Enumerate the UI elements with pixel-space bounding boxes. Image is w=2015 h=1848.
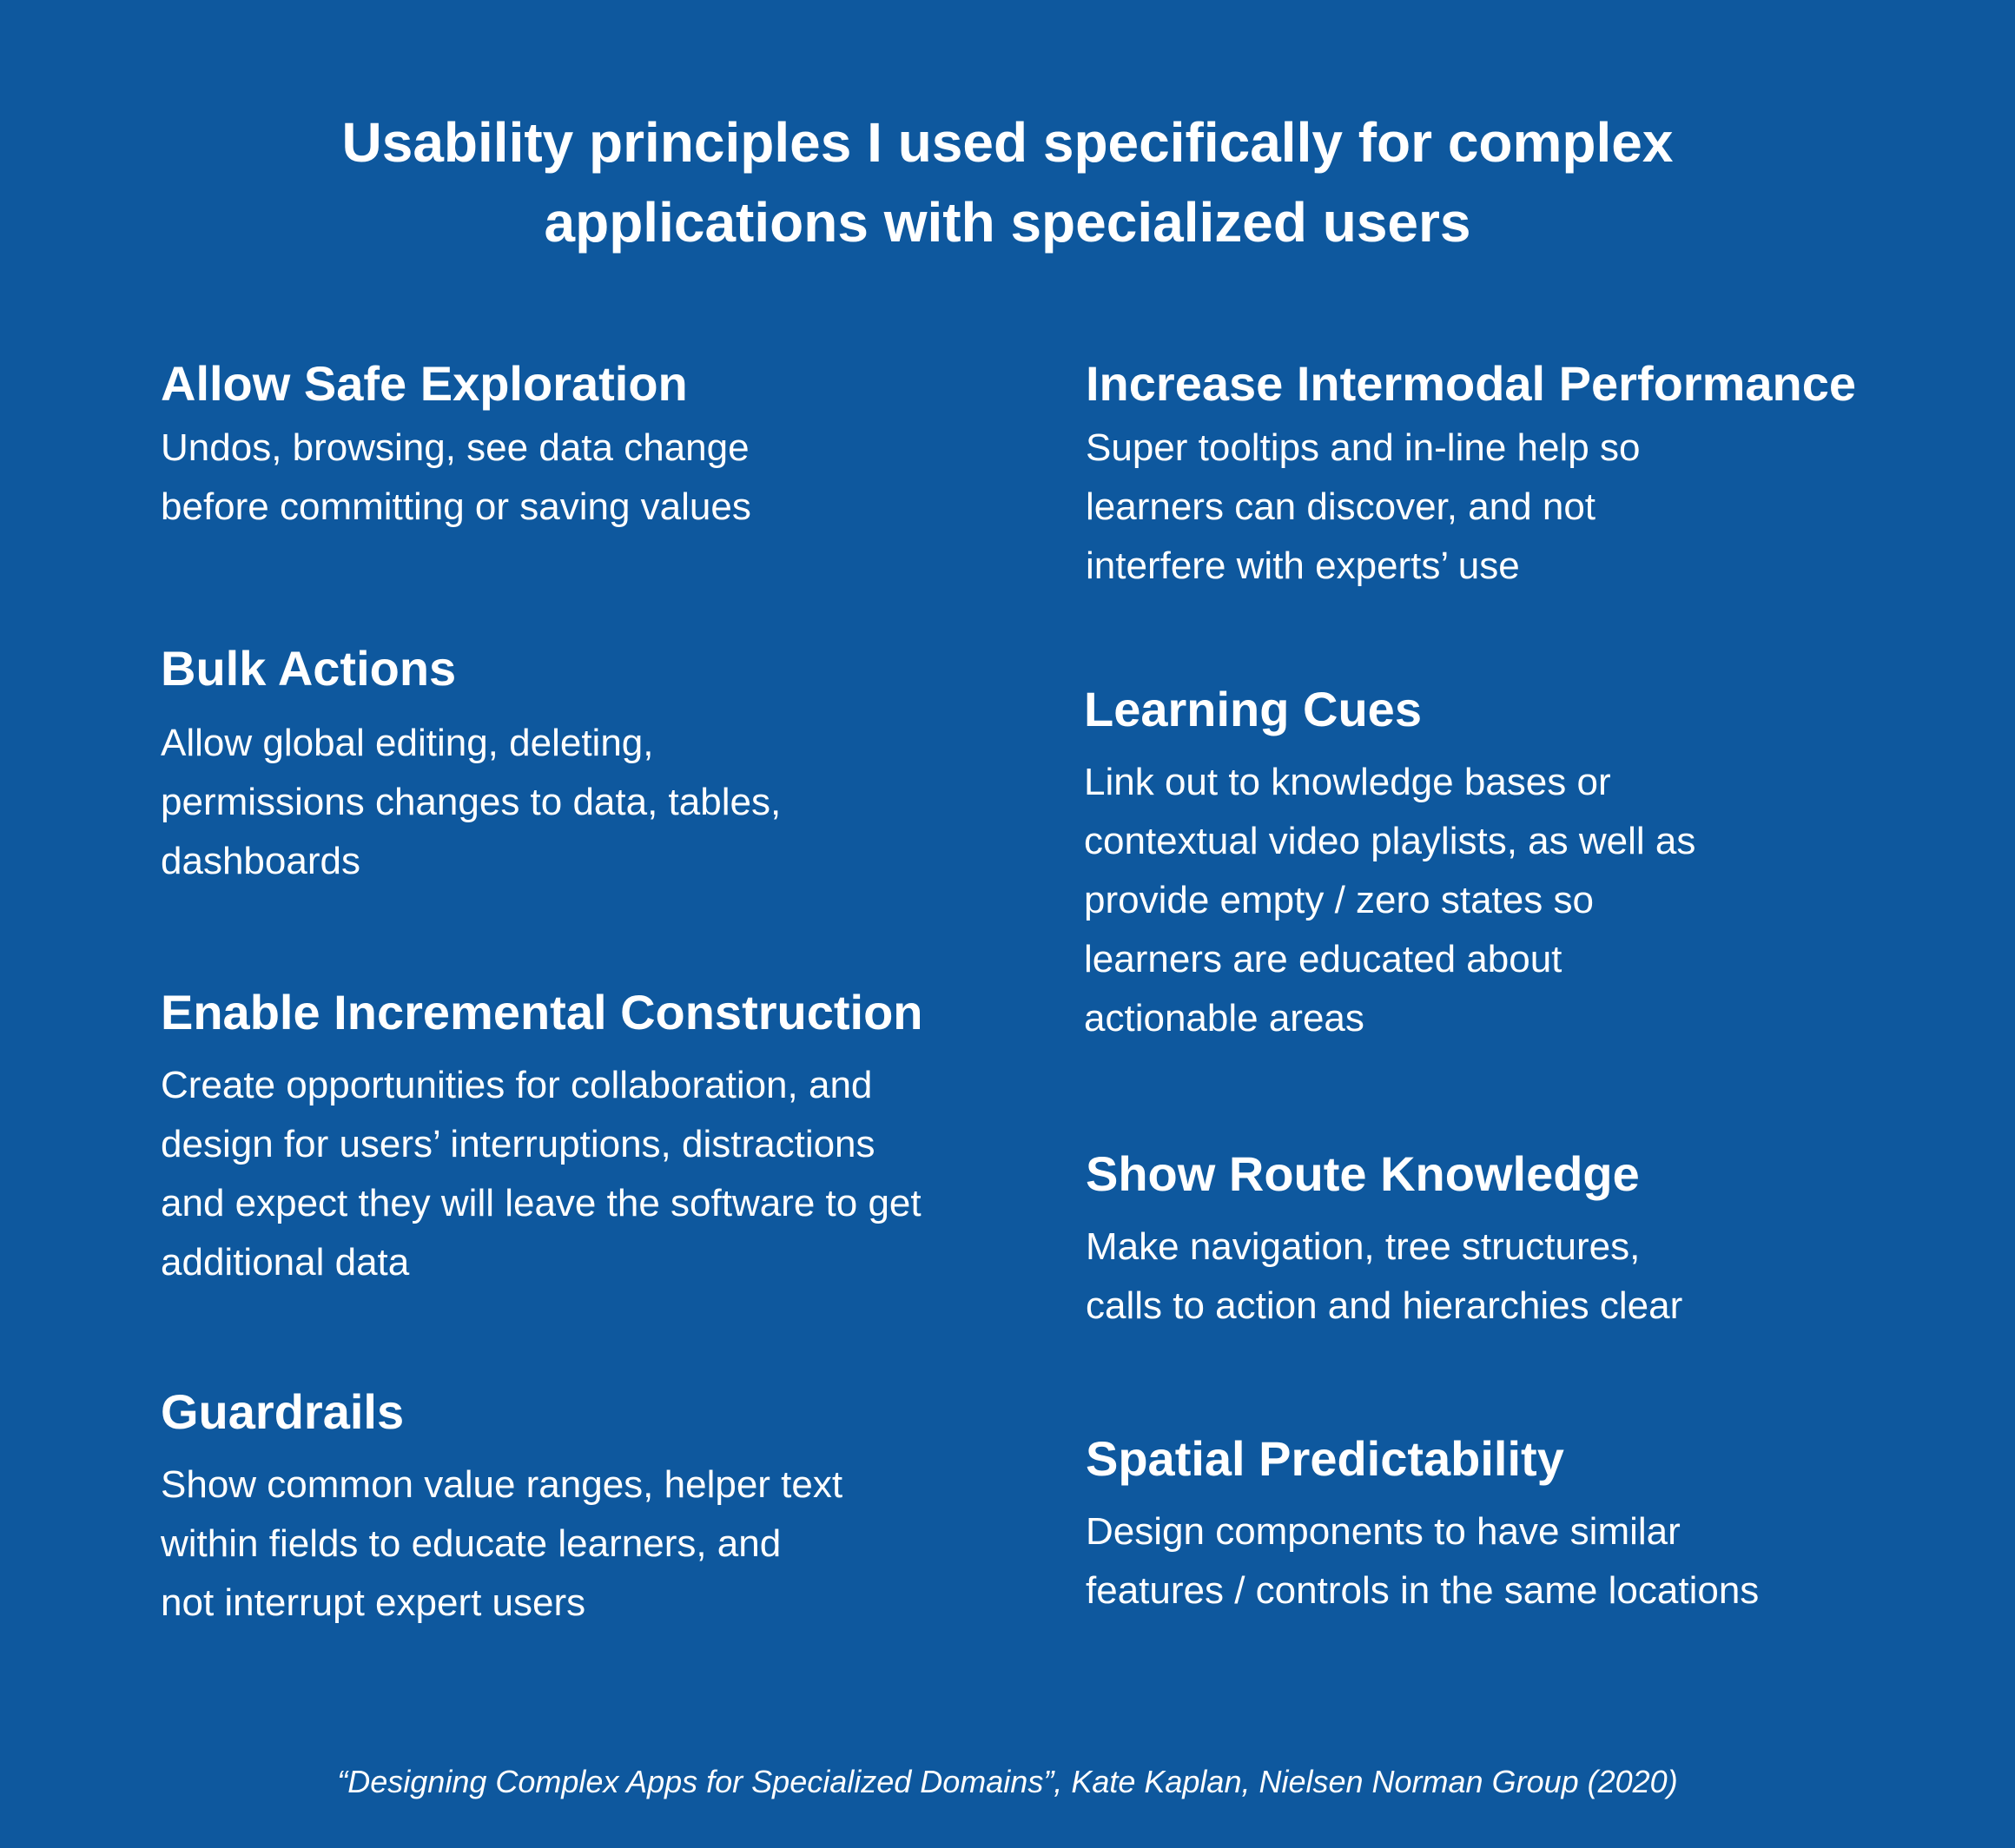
- description-line: Create opportunities for collaboration, and: [161, 1064, 873, 1106]
- principle-description: [1084, 753, 1952, 1048]
- page-title: [0, 102, 2015, 262]
- description-line: interfere with experts’ use: [1086, 544, 1520, 587]
- principle-spatial-predictability: [1086, 1431, 1954, 1620]
- description-line: calls to action and hierarchies clear: [1086, 1284, 1683, 1327]
- principle-heading: Bulk Actions: [161, 641, 457, 696]
- principle-heading: Allow Safe Exploration: [161, 356, 688, 411]
- principle-description: [1086, 1502, 1954, 1620]
- description-line: permissions changes to data, tables,: [161, 781, 782, 823]
- principle-description: [161, 1455, 1029, 1633]
- description-line: features / controls in the same locations: [1086, 1569, 1760, 1612]
- principle-heading: Guardrails: [161, 1384, 405, 1439]
- description-line: Design components to have similar: [1086, 1510, 1681, 1553]
- principle-heading: Enable Incremental Construction: [161, 985, 923, 1040]
- principle-enable-incremental-construction: [161, 985, 1029, 1292]
- principle-show-route-knowledge: [1086, 1146, 1954, 1336]
- description-line: and expect they will leave the software to get: [161, 1182, 922, 1224]
- principle-heading: Learning Cues: [1084, 682, 1422, 736]
- page-title-line-1: Usability principles I used specifically for complex: [341, 111, 1674, 174]
- description-line: provide empty / zero states so: [1084, 879, 1594, 921]
- principle-bulk-actions: [161, 641, 1029, 891]
- principle-heading: Show Route Knowledge: [1086, 1146, 1640, 1201]
- source-citation: “Designing Complex Apps for Specialized Domains”, Kate Kaplan, Nielsen Norman Group (2020): [337, 1764, 1678, 1799]
- principle-description: [161, 714, 1029, 891]
- description-line: before committing or saving values: [161, 485, 751, 528]
- principle-learning-cues: [1084, 682, 1952, 1048]
- principle-heading: Spatial Predictability: [1086, 1431, 1564, 1486]
- description-line: actionable areas: [1084, 997, 1364, 1040]
- principle-heading: Increase Intermodal Performance: [1086, 356, 1857, 411]
- description-line: Super tooltips and in-line help so: [1086, 426, 1641, 469]
- principle-allow-safe-exploration: [161, 356, 1029, 537]
- description-line: Allow global editing, deleting,: [161, 722, 654, 764]
- description-line: contextual video playlists, as well as: [1084, 820, 1696, 862]
- description-line: learners can discover, and not: [1086, 485, 1596, 528]
- description-line: within fields to educate learners, and: [161, 1522, 782, 1565]
- description-line: Make navigation, tree structures,: [1086, 1225, 1641, 1268]
- description-line: Show common value ranges, helper text: [161, 1463, 843, 1506]
- principle-description: [161, 1056, 1029, 1292]
- principle-description: [1086, 419, 1954, 596]
- principle-guardrails: [161, 1384, 1029, 1633]
- principle-description: [1086, 1218, 1954, 1336]
- description-line: Undos, browsing, see data change: [161, 426, 750, 469]
- description-line: not interrupt expert users: [161, 1581, 586, 1624]
- principle-description: [161, 419, 1029, 537]
- description-line: design for users’ interruptions, distractions: [161, 1123, 875, 1165]
- description-line: learners are educated about: [1084, 938, 1562, 980]
- description-line: additional data: [161, 1241, 410, 1284]
- description-line: Link out to knowledge bases or: [1084, 761, 1611, 803]
- page-title-line-2: applications with specialized users: [544, 191, 1471, 254]
- principle-increase-intermodal-performance: [1086, 356, 1954, 596]
- description-line: dashboards: [161, 840, 360, 882]
